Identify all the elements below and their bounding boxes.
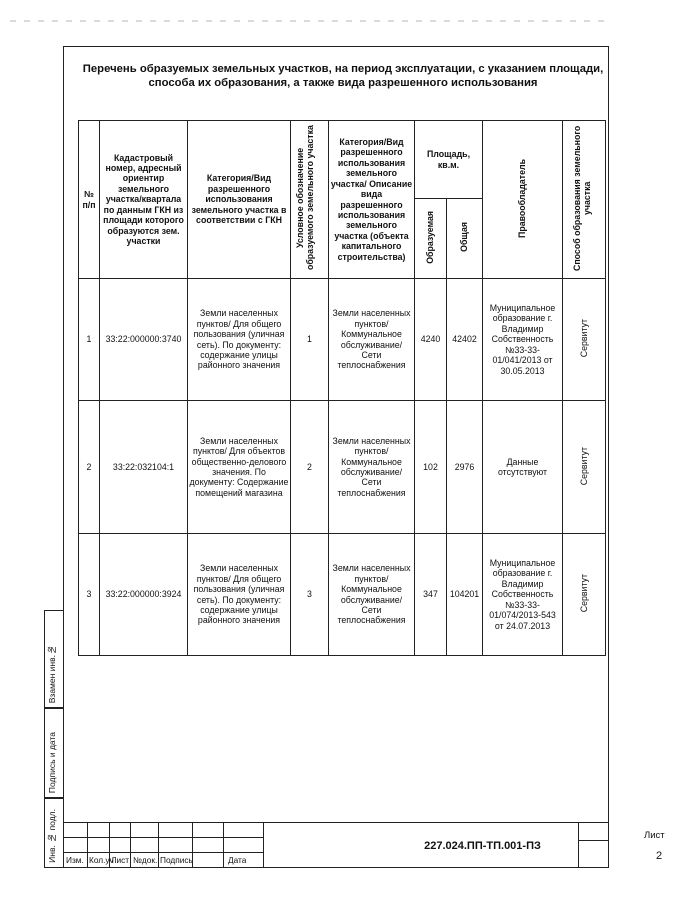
row-area-formed: 347 [415,534,447,656]
row-num: 1 [79,279,100,401]
header-cadastral: Кадастровый номер, адресный ориентир земельного участка/квартала по данным ГКН из площади которого образуются зем. участки [100,121,188,279]
side-sign-date-label: Подпись и дата [47,731,57,793]
row-area-formed: 102 [415,401,447,534]
stamp-data: Дата [228,855,247,865]
row-category-new: Земли населенных пунктов/ Коммунальное обслуживание/ Сети теплоснабжения [329,279,415,401]
sheet-number: 2 [655,850,663,862]
row-area-total: 42402 [447,279,483,401]
parcels-table [78,120,606,656]
row-cadastral: 33:22:000000:3740 [100,279,188,401]
row-num: 3 [79,534,100,656]
stamp-izm: Изм. [66,855,84,865]
row-method: Сервитут [578,319,589,358]
row-holder: Муниципальное образование г. Владимир Собственность №33-33-01/041/2013 от 30.05.2013 [483,279,563,401]
table-row [79,401,606,534]
document-code: 227.024.ПП-ТП.001-ПЗ [424,840,541,852]
stamp-podpis: Подпись [160,855,193,865]
header-method-cell [563,121,606,279]
stamp-list: Лист [111,855,130,865]
row-area-total: 104201 [447,534,483,656]
table-row [79,279,606,401]
row-designation: 3 [291,534,329,656]
row-cadastral: 33:22:000000:3924 [100,534,188,656]
header-num: № п/п [79,121,100,279]
side-replace-box [44,610,63,708]
page-title: Перечень образуемых земельных участков, на период эксплуатации, с указанием площади, способа их образования, а также вида разрешенного использования [82,63,604,89]
header-area: Площадь, кв.м. [415,121,483,199]
stamp-kol: Кол.уч [89,855,114,865]
side-inv-label: Инв. № подл. [47,809,57,863]
row-designation: 1 [291,279,329,401]
row-method: Сервитут [578,574,589,613]
row-method-cell [563,534,606,656]
row-holder: Данные отсутствуют [483,401,563,534]
row-category-gkn: Земли населенных пунктов/ Для общего пользования (уличная сеть). По документу: содержание улицы районного значения [188,279,291,401]
header-area-total: Общая [459,222,470,253]
row-category-gkn: Земли населенных пунктов/ Для объектов общественно-делового значения. По документу: Содержание помещений магазина [188,401,291,534]
table-row [79,534,606,656]
header-method: Способ образования земельного участка [572,125,592,271]
header-area-formed: Образуемая [425,210,436,264]
header-holder-cell [483,121,563,279]
row-category-gkn: Земли населенных пунктов/ Для общего пользования (уличная сеть). По документу: содержание улицы районного значения [188,534,291,656]
header-category-gkn: Категория/Вид разрешенного использования земельного участка в соответствии с ГКН [188,121,291,279]
header-designation-cell [291,121,329,279]
stamp-ndok: №док. [133,855,158,865]
sheet-label: Лист [644,830,665,841]
row-method-cell [563,401,606,534]
row-category-new: Земли населенных пунктов/ Коммунальное обслуживание/ Сети теплоснабжения [329,401,415,534]
side-sign-date-box [44,708,63,798]
header-holder: Правообладатель [517,158,528,238]
row-category-new: Земли населенных пунктов/ Коммунальное обслуживание/ Сети теплоснабжения [329,534,415,656]
row-method-cell [563,279,606,401]
row-method: Сервитут [578,446,589,485]
row-holder: Муниципальное образование г. Владимир Собственность №33-33-01/074/2013-543 от 24.07.2013 [483,534,563,656]
row-area-total: 2976 [447,401,483,534]
side-replace-label: Взамен инв.№ [47,644,57,703]
row-num: 2 [79,401,100,534]
scan-noise [10,20,610,22]
side-inv-box [44,798,63,868]
header-designation: Условное обозначение образуемого земельного участка [294,125,315,271]
header-category-new: Категория/Вид разрешенного использования земельного участка/ Описание вида разрешенного использования земельного участка (объекта капитального строительства) [329,121,415,279]
row-designation: 2 [291,401,329,534]
row-area-formed: 4240 [415,279,447,401]
header-area-total-cell [447,199,483,279]
header-area-formed-cell [415,199,447,279]
row-cadastral: 33:22:032104:1 [100,401,188,534]
